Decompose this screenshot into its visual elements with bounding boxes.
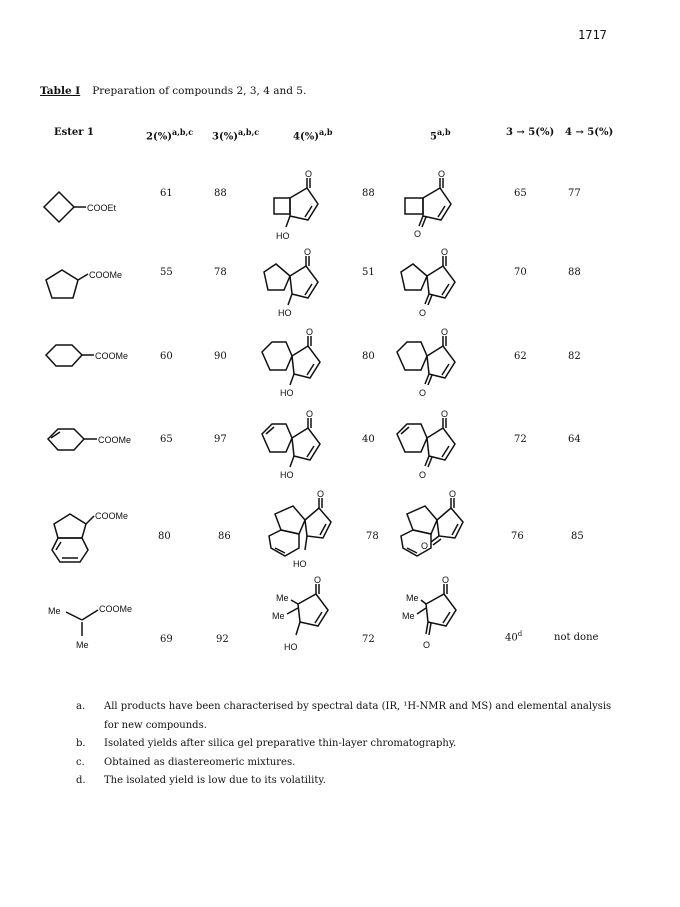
header-ester: Ester 1 bbox=[54, 127, 94, 138]
footnote-a: a. All products have been characterised by spectral data (IR, ¹H-NMR and MS) and elemental analysis for new compounds. bbox=[76, 701, 612, 731]
row1-yield-4: 88 bbox=[362, 188, 375, 199]
row1-yield-4-to-5: 77 bbox=[568, 188, 581, 199]
svg-text:Me: Me bbox=[276, 593, 289, 603]
svg-text:O: O bbox=[419, 308, 427, 318]
svg-text:COOMe: COOMe bbox=[98, 435, 132, 445]
row4-compound-5-structure bbox=[393, 409, 478, 492]
header-yield-4: 4(%)$^{a,b}$ bbox=[293, 127, 333, 143]
svg-text:HO: HO bbox=[280, 470, 294, 480]
row3-compound-4-structure bbox=[258, 327, 343, 410]
row4-compound-4-structure bbox=[258, 409, 343, 492]
header-4-to-5: 4 → 5(%) bbox=[565, 127, 614, 138]
row4-yield-2: 65 bbox=[160, 434, 173, 445]
svg-text:O: O bbox=[441, 327, 449, 337]
ester-indane-structure bbox=[40, 502, 150, 572]
ester-cyclopentane-structure bbox=[40, 262, 150, 312]
svg-text:HO: HO bbox=[276, 231, 290, 241]
ester-isobutyrate-structure bbox=[48, 600, 148, 655]
row5-yield-4: 78 bbox=[366, 531, 379, 542]
row3-compound-5-structure bbox=[393, 327, 478, 410]
row1-compound-5-structure bbox=[395, 168, 475, 248]
row1-yield-3: 88 bbox=[214, 188, 227, 199]
svg-text:HO: HO bbox=[278, 308, 292, 318]
row6-yield-4: 72 bbox=[362, 634, 375, 645]
row3-yield-4-to-5: 82 bbox=[568, 351, 581, 362]
row6-yield-2: 69 bbox=[160, 634, 173, 645]
row6-yield-3: 92 bbox=[216, 634, 229, 645]
row2-yield-3-to-5: 70 bbox=[514, 267, 527, 278]
row1-compound-4-structure bbox=[260, 168, 340, 248]
svg-text:O: O bbox=[442, 575, 450, 585]
svg-text:Me: Me bbox=[48, 606, 61, 616]
row6-compound-4-structure bbox=[270, 575, 350, 663]
svg-text:O: O bbox=[438, 169, 446, 179]
row4-yield-4: 40 bbox=[362, 434, 375, 445]
row6-yield-4-to-5: not done bbox=[554, 632, 599, 643]
svg-text:O: O bbox=[305, 169, 313, 179]
table-label: Table I bbox=[40, 85, 81, 97]
header-compound-5: 5$^{a,b}$ bbox=[430, 127, 451, 143]
row2-compound-4-structure bbox=[258, 248, 343, 328]
ester-cyclobutane-structure bbox=[40, 185, 130, 235]
row5-yield-4-to-5: 85 bbox=[571, 531, 584, 542]
header-3-to-5: 3 → 5(%) bbox=[506, 127, 555, 138]
svg-text:O: O bbox=[421, 541, 429, 551]
svg-text:O: O bbox=[314, 575, 322, 585]
svg-text:Me: Me bbox=[402, 611, 415, 621]
svg-text:O: O bbox=[306, 409, 314, 419]
svg-text:COOEt: COOEt bbox=[87, 203, 117, 213]
row2-yield-2: 55 bbox=[160, 267, 173, 278]
row3-yield-4: 80 bbox=[362, 351, 375, 362]
ester-cyclohexane-structure bbox=[40, 338, 150, 388]
row2-yield-4-to-5: 88 bbox=[568, 267, 581, 278]
page-number: 1717 bbox=[578, 28, 607, 42]
row5-compound-4-structure bbox=[253, 490, 348, 575]
svg-text:O: O bbox=[419, 388, 427, 398]
table-title: Preparation of compounds 2, 3, 4 and 5. bbox=[92, 85, 307, 97]
svg-text:COOMe: COOMe bbox=[95, 511, 129, 521]
svg-text:Me: Me bbox=[76, 640, 89, 650]
footnotes bbox=[76, 698, 619, 791]
row1-yield-3-to-5: 65 bbox=[514, 188, 527, 199]
footnote-d: d. The isolated yield is low due to its volatility. bbox=[76, 775, 326, 786]
svg-text:O: O bbox=[441, 247, 449, 257]
row4-yield-3-to-5: 72 bbox=[514, 434, 527, 445]
row5-yield-2: 80 bbox=[158, 531, 171, 542]
row5-compound-5-structure bbox=[385, 490, 480, 575]
table-caption bbox=[40, 85, 306, 97]
svg-text:COOMe: COOMe bbox=[95, 351, 129, 361]
svg-text:O: O bbox=[317, 489, 325, 499]
row3-yield-2: 60 bbox=[160, 351, 173, 362]
row1-yield-2: 61 bbox=[160, 188, 173, 199]
row2-yield-4: 51 bbox=[362, 267, 375, 278]
row6-yield-3-to-5: 40$^d$ bbox=[505, 630, 523, 644]
svg-text:O: O bbox=[449, 489, 457, 499]
svg-text:O: O bbox=[423, 640, 431, 650]
svg-text:Me: Me bbox=[272, 611, 285, 621]
svg-text:HO: HO bbox=[293, 559, 307, 569]
svg-text:COOMe: COOMe bbox=[89, 270, 123, 280]
svg-text:O: O bbox=[304, 247, 312, 257]
svg-text:O: O bbox=[306, 327, 314, 337]
row5-yield-3-to-5: 76 bbox=[511, 531, 524, 542]
svg-text:COOMe: COOMe bbox=[99, 604, 133, 614]
row3-yield-3-to-5: 62 bbox=[514, 351, 527, 362]
svg-text:O: O bbox=[414, 229, 422, 239]
row2-compound-5-structure bbox=[395, 248, 480, 328]
row2-yield-3: 78 bbox=[214, 267, 227, 278]
svg-text:O: O bbox=[419, 470, 427, 480]
svg-text:HO: HO bbox=[284, 642, 298, 652]
row4-yield-4-to-5: 64 bbox=[568, 434, 581, 445]
row6-compound-5-structure bbox=[398, 575, 478, 663]
svg-text:HO: HO bbox=[280, 388, 294, 398]
svg-text:Me: Me bbox=[406, 593, 419, 603]
ester-cyclohexene-structure bbox=[40, 422, 155, 472]
footnote-b: b. Isolated yields after silica gel preparative thin-layer chromatography. bbox=[76, 738, 457, 749]
row5-yield-3: 86 bbox=[218, 531, 231, 542]
footnote-c: c. Obtained as diastereomeric mixtures. bbox=[76, 756, 296, 768]
row3-yield-3: 90 bbox=[214, 351, 227, 362]
header-yield-3: 3(%)$^{a,b,c}$ bbox=[212, 127, 260, 143]
header-yield-2: 2(%)$^{a,b,c}$ bbox=[146, 127, 194, 143]
svg-text:O: O bbox=[441, 409, 449, 419]
row4-yield-3: 97 bbox=[214, 434, 227, 445]
